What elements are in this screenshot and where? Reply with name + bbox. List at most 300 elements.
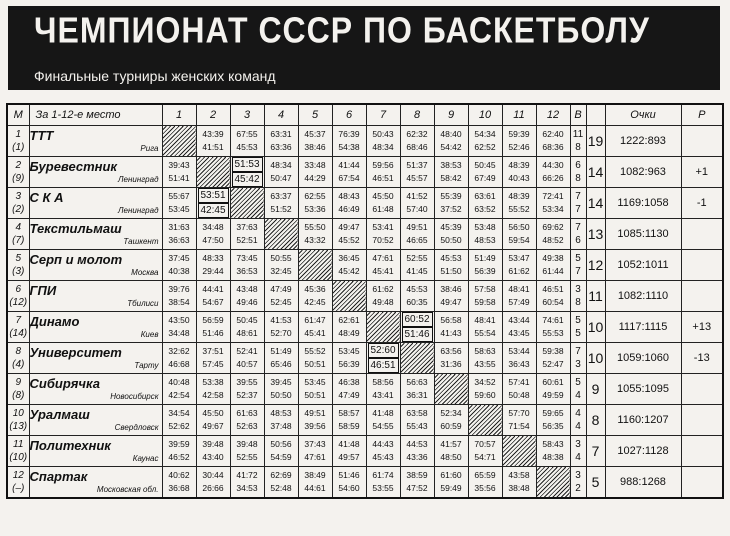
- diff-cell: [681, 436, 723, 467]
- score-first-round: 51:49: [270, 346, 292, 356]
- team-cell: [29, 157, 162, 188]
- score-first-round: 48:39: [508, 160, 530, 170]
- score-cell: [298, 157, 332, 188]
- wins-cell: [570, 281, 586, 312]
- score-cell: [196, 436, 230, 467]
- score-cell: [536, 281, 570, 312]
- score-cell: [434, 126, 468, 157]
- score-first-round: 37:51: [202, 346, 224, 356]
- wins-cell: [570, 374, 586, 405]
- score-first-round: 60:61: [542, 377, 564, 387]
- score-second-round: 53:55: [372, 482, 394, 493]
- score-second-round: 45:52: [338, 235, 360, 245]
- score-cell: [536, 374, 570, 405]
- score-cell: [196, 467, 230, 498]
- score-cell: [400, 436, 434, 467]
- score-second-round: 54:67: [202, 297, 224, 307]
- score-first-round: 61:62: [372, 284, 394, 294]
- place-number: 12: [12, 469, 24, 481]
- score-cell: [502, 219, 536, 250]
- score-cell: [298, 188, 332, 219]
- score-cell: [366, 188, 400, 219]
- score-second-round: 51:52: [270, 204, 292, 214]
- score-first-round: 39:45: [270, 377, 292, 387]
- wins-first-round: 3: [575, 439, 581, 450]
- score-second-round: 58:59: [338, 421, 360, 431]
- score-first-round: 45:50: [372, 191, 394, 201]
- score-cell: [468, 188, 502, 219]
- previous-place: (3): [12, 266, 25, 277]
- score-cell: [400, 250, 434, 281]
- previous-place: (12): [9, 297, 28, 308]
- score-first-round: 59:65: [542, 408, 564, 418]
- score-first-round: 55:50: [304, 222, 326, 232]
- wins-cell: [570, 219, 586, 250]
- total-wins: 14: [586, 157, 605, 188]
- score-cell: [298, 126, 332, 157]
- score-second-round: 67:54: [338, 173, 360, 183]
- score-first-round: 55:67: [168, 191, 190, 201]
- team-cell: [29, 374, 162, 405]
- points-cell: 1222:893: [605, 126, 681, 157]
- score-first-round: 41:48: [372, 408, 394, 418]
- score-first-round: 63:31: [270, 129, 292, 139]
- score-second-round: 70:52: [372, 235, 394, 245]
- score-cell: [400, 188, 434, 219]
- wins-cell: [570, 312, 586, 343]
- score-second-round: 48:52: [542, 235, 564, 245]
- score-second-round: 61:62: [508, 266, 530, 276]
- score-second-round: 43:36: [406, 452, 428, 462]
- score-second-round: 48:50: [440, 452, 462, 462]
- diff-cell: [681, 405, 723, 436]
- score-second-round: 50:48: [508, 390, 530, 400]
- score-first-round: 59:38: [542, 346, 564, 356]
- score-cell: [230, 374, 264, 405]
- score-first-round: 45:53: [440, 253, 462, 263]
- score-cell: [468, 436, 502, 467]
- score-first-round: 45:39: [440, 222, 462, 232]
- score-cell: [502, 281, 536, 312]
- score-cell: [332, 312, 366, 343]
- place-cell: [7, 250, 29, 281]
- score-cell: [434, 188, 468, 219]
- score-cell: [332, 405, 366, 436]
- page-title: ЧЕМПИОНАТ СССР ПО БАСКЕТБОЛУ: [34, 10, 650, 51]
- score-cell: [298, 281, 332, 312]
- team-city: Московская обл.: [96, 484, 159, 494]
- score-second-round: 50:50: [440, 235, 462, 245]
- score-cell: [264, 312, 298, 343]
- score-first-round: 61:74: [372, 469, 394, 480]
- place-cell: [7, 467, 29, 498]
- diagonal-cell: [434, 374, 468, 405]
- score-second-round: 61:48: [372, 204, 394, 214]
- wins-cell: [570, 343, 586, 374]
- score-cell: [536, 219, 570, 250]
- col-header-place: М: [7, 104, 29, 126]
- col-header-opponent: 3: [230, 104, 264, 126]
- team-city: Киев: [140, 330, 159, 339]
- score-cell: [196, 219, 230, 250]
- place-number: 4: [15, 222, 22, 233]
- score-cell: [332, 188, 366, 219]
- score-first-round: 76:39: [338, 129, 360, 139]
- score-cell: [264, 374, 298, 405]
- score-cell: [332, 157, 366, 188]
- score-second-round: 48:38: [542, 452, 564, 462]
- score-cell: [264, 405, 298, 436]
- points-cell: 1052:1011: [605, 250, 681, 281]
- points-cell: 1169:1058: [605, 188, 681, 219]
- col-header-games: [586, 104, 605, 126]
- diff-cell: [681, 219, 723, 250]
- wins-first-round: 4: [575, 408, 581, 419]
- score-first-round: 50:43: [372, 129, 394, 139]
- score-first-round: 43:50: [168, 315, 190, 325]
- team-name: Уралмаш: [29, 407, 90, 422]
- score-first-round: 34:52: [474, 377, 496, 387]
- col-header-team: За 1-12-е место: [29, 104, 162, 126]
- previous-place: (4): [12, 359, 25, 370]
- score-cell: [468, 467, 502, 498]
- score-first-round: 62:61: [338, 315, 360, 325]
- score-second-round: 60:59: [440, 421, 462, 431]
- points-cell: 1059:1060: [605, 343, 681, 374]
- score-second-round: 41:45: [406, 266, 428, 276]
- score-second-round: 59:60: [474, 390, 496, 400]
- score-second-round: 43:45: [508, 328, 530, 338]
- score-second-round: 43:41: [372, 390, 394, 400]
- score-second-round: 51:46: [202, 328, 224, 338]
- score-cell: [536, 312, 570, 343]
- team-cell: [29, 467, 162, 498]
- previous-place: (13): [9, 421, 28, 432]
- wins-first-round: 5: [575, 315, 581, 326]
- score-second-round: 48:49: [338, 328, 360, 338]
- wins-cell: [570, 250, 586, 281]
- score-cell: [264, 436, 298, 467]
- score-first-round: 51:53: [232, 157, 263, 172]
- score-cell: [502, 188, 536, 219]
- score-second-round: 50:51: [304, 390, 326, 400]
- score-second-round: 57:45: [202, 359, 224, 369]
- score-first-round: 49:51: [406, 222, 428, 232]
- team-name: Текстильмаш: [29, 221, 122, 236]
- score-second-round: 41:43: [440, 328, 462, 338]
- wins-first-round: 7: [575, 222, 581, 233]
- score-cell: [162, 312, 196, 343]
- score-first-round: 58:57: [338, 408, 360, 418]
- score-second-round: 47:61: [304, 452, 326, 462]
- score-cell: [434, 436, 468, 467]
- score-second-round: 55:52: [508, 204, 530, 214]
- score-first-round: 57:58: [474, 284, 496, 294]
- score-cell: [366, 219, 400, 250]
- score-first-round: 40:48: [168, 377, 190, 387]
- score-cell: [264, 281, 298, 312]
- previous-place: (8): [12, 390, 25, 401]
- diff-cell: +13: [681, 312, 723, 343]
- score-first-round: 41:52: [406, 191, 428, 201]
- score-cell: [434, 343, 468, 374]
- score-first-round: 44:30: [542, 160, 564, 170]
- place-number: 1: [15, 129, 22, 140]
- score-second-round: 44:29: [304, 173, 326, 183]
- score-cell: [230, 405, 264, 436]
- col-header-opponent: 5: [298, 104, 332, 126]
- wins-second-round: 8: [575, 142, 581, 153]
- score-cell: [264, 343, 298, 374]
- score-first-round: 62:32: [406, 129, 428, 139]
- score-second-round: 52:48: [270, 482, 292, 493]
- score-cell: [400, 219, 434, 250]
- team-name: Спартак: [29, 468, 88, 484]
- score-first-round: 48:40: [440, 129, 462, 139]
- score-second-round: 40:43: [508, 173, 530, 183]
- score-second-round: 26:66: [202, 482, 224, 493]
- score-first-round: 54:34: [474, 129, 496, 139]
- score-second-round: 59:49: [440, 482, 462, 493]
- score-cell: [332, 126, 366, 157]
- table-row: [7, 126, 723, 157]
- score-second-round: 61:44: [542, 266, 564, 276]
- score-first-round: 56:58: [440, 315, 462, 325]
- score-second-round: 42:58: [202, 390, 224, 400]
- score-first-round: 63:61: [474, 191, 496, 201]
- score-cell: [468, 157, 502, 188]
- wins-second-round: 6: [575, 235, 581, 246]
- score-second-round: 47:49: [338, 390, 360, 400]
- score-cell: [536, 126, 570, 157]
- points-cell: 1082:1110: [605, 281, 681, 312]
- score-second-round: 52:70: [270, 328, 292, 338]
- score-cell: [502, 405, 536, 436]
- diff-cell: -1: [681, 188, 723, 219]
- previous-place: (7): [12, 235, 25, 246]
- table-body: [7, 126, 723, 498]
- score-cell: [468, 126, 502, 157]
- score-second-round: 56:35: [542, 421, 564, 431]
- place-number: 7: [15, 315, 22, 326]
- score-second-round: 49:48: [372, 297, 394, 307]
- score-first-round: 41:57: [440, 439, 462, 449]
- score-second-round: 41:51: [202, 142, 224, 152]
- score-first-round: 56:63: [406, 377, 428, 387]
- score-first-round: 44:53: [406, 439, 428, 449]
- score-second-round: 46:65: [406, 235, 428, 245]
- diff-cell: [681, 281, 723, 312]
- page-subtitle: Финальные турниры женских команд: [34, 68, 276, 84]
- score-first-round: 39:76: [168, 284, 190, 294]
- score-first-round: 45:50: [202, 408, 224, 418]
- team-name: Серп и молот: [29, 252, 123, 267]
- previous-place: (2): [12, 204, 25, 215]
- score-second-round: 43:55: [474, 359, 496, 369]
- score-cell: [196, 188, 230, 219]
- place-cell: [7, 436, 29, 467]
- score-cell: [502, 126, 536, 157]
- score-second-round: 45:42: [232, 172, 263, 187]
- place-cell: [7, 281, 29, 312]
- wins-first-round: 6: [575, 160, 581, 171]
- score-second-round: 51:46: [402, 327, 433, 342]
- score-cell: [230, 343, 264, 374]
- score-first-round: 44:41: [202, 284, 224, 294]
- score-first-round: 47:61: [372, 253, 394, 263]
- score-first-round: 46:38: [338, 377, 360, 387]
- score-second-round: 68:46: [406, 142, 428, 152]
- score-first-round: 53:41: [372, 222, 394, 232]
- score-second-round: 45:42: [338, 266, 360, 276]
- score-first-round: 50:56: [270, 439, 292, 449]
- score-cell: [366, 405, 400, 436]
- col-header-opponent: 12: [536, 104, 570, 126]
- table-row: [7, 374, 723, 405]
- place-number: 6: [15, 284, 22, 295]
- score-second-round: 36:31: [406, 390, 428, 400]
- score-second-round: 48:61: [236, 328, 258, 338]
- diff-cell: [681, 250, 723, 281]
- team-cell: [29, 250, 162, 281]
- wins-first-round: 3: [575, 284, 581, 295]
- score-first-round: 63:56: [440, 346, 462, 356]
- score-first-round: 53:45: [304, 377, 326, 387]
- score-cell: [162, 188, 196, 219]
- score-second-round: 39:56: [304, 421, 326, 431]
- score-cell: [400, 467, 434, 498]
- diagonal-cell: [400, 343, 434, 374]
- score-second-round: 47:50: [202, 235, 224, 245]
- score-cell: [162, 219, 196, 250]
- score-first-round: 52:34: [440, 408, 462, 418]
- score-first-round: 49:47: [338, 222, 360, 232]
- wins-second-round: 3: [575, 359, 581, 370]
- score-cell: [434, 281, 468, 312]
- score-first-round: 38:46: [440, 284, 462, 294]
- team-city: Свердловск: [114, 423, 159, 432]
- score-cell: [400, 405, 434, 436]
- wins-second-round: 7: [575, 266, 581, 277]
- score-first-round: 43:39: [202, 129, 224, 139]
- wins-second-round: 4: [575, 390, 581, 401]
- table-row: [7, 405, 723, 436]
- score-first-round: 48:53: [270, 408, 292, 418]
- score-first-round: 69:62: [542, 222, 564, 232]
- score-cell: [196, 126, 230, 157]
- score-cell: [434, 312, 468, 343]
- score-cell: [536, 157, 570, 188]
- score-first-round: 62:55: [304, 191, 326, 201]
- score-first-round: 52:60: [368, 343, 399, 358]
- score-cell: [366, 436, 400, 467]
- score-first-round: 37:43: [304, 439, 326, 449]
- score-second-round: 50:50: [270, 390, 292, 400]
- score-first-round: 49:38: [542, 253, 564, 263]
- score-second-round: 53:34: [542, 204, 564, 214]
- place-cell: [7, 219, 29, 250]
- score-cell: [230, 312, 264, 343]
- wins-cell: [570, 405, 586, 436]
- total-wins: 12: [586, 250, 605, 281]
- score-first-round: 61:63: [236, 408, 258, 418]
- wins-second-round: 5: [575, 328, 581, 339]
- team-cell: [29, 126, 162, 157]
- score-second-round: 46:68: [168, 359, 190, 369]
- score-second-round: 51:50: [440, 266, 462, 276]
- score-cell: [400, 312, 434, 343]
- score-cell: [536, 343, 570, 374]
- place-number: 8: [15, 346, 22, 357]
- team-name: ТТТ: [29, 128, 54, 143]
- score-first-round: 48:41: [508, 284, 530, 294]
- team-cell: [29, 405, 162, 436]
- score-first-round: 48:39: [508, 191, 530, 201]
- score-second-round: 38:48: [508, 482, 530, 493]
- score-first-round: 73:45: [236, 253, 258, 263]
- total-wins: 10: [586, 312, 605, 343]
- score-first-round: 51:37: [406, 160, 428, 170]
- diff-cell: [681, 374, 723, 405]
- score-cell: [230, 157, 264, 188]
- total-wins: 19: [586, 126, 605, 157]
- table-row: [7, 219, 723, 250]
- team-city: Рига: [140, 144, 159, 153]
- col-header-points: Очки: [605, 104, 681, 126]
- score-cell: [366, 343, 400, 374]
- score-cell: [536, 250, 570, 281]
- score-second-round: 52:47: [542, 359, 564, 369]
- total-wins: 10: [586, 343, 605, 374]
- score-first-round: 44:43: [372, 439, 394, 449]
- points-cell: 1085:1130: [605, 219, 681, 250]
- score-second-round: 38:46: [304, 142, 326, 152]
- team-city: Москва: [131, 268, 159, 277]
- score-second-round: 36:63: [168, 235, 190, 245]
- score-cell: [162, 250, 196, 281]
- score-first-round: 50:45: [474, 160, 496, 170]
- diff-cell: +1: [681, 157, 723, 188]
- score-second-round: 34:53: [236, 482, 258, 493]
- score-cell: [264, 250, 298, 281]
- score-second-round: 57:49: [508, 297, 530, 307]
- score-second-round: 59:54: [508, 235, 530, 245]
- score-cell: [298, 343, 332, 374]
- place-cell: [7, 405, 29, 436]
- score-cell: [298, 219, 332, 250]
- team-name: Динамо: [29, 314, 80, 329]
- score-first-round: 53:48: [474, 222, 496, 232]
- score-second-round: 54:42: [440, 142, 462, 152]
- score-cell: [196, 343, 230, 374]
- score-cell: [434, 405, 468, 436]
- team-name: Буревестник: [29, 159, 118, 174]
- diff-cell: -13: [681, 343, 723, 374]
- score-cell: [162, 467, 196, 498]
- score-first-round: 52:55: [406, 253, 428, 263]
- score-cell: [400, 281, 434, 312]
- score-cell: [434, 250, 468, 281]
- team-city: Тбилиси: [127, 299, 159, 308]
- team-city: Новосибирск: [110, 392, 159, 401]
- score-first-round: 50:55: [270, 253, 292, 263]
- score-second-round: 42:45: [304, 297, 326, 307]
- score-first-round: 48:34: [270, 160, 292, 170]
- score-first-round: 63:37: [270, 191, 292, 201]
- score-second-round: 56:39: [338, 359, 360, 369]
- score-first-round: 50:45: [236, 315, 258, 325]
- score-cell: [332, 467, 366, 498]
